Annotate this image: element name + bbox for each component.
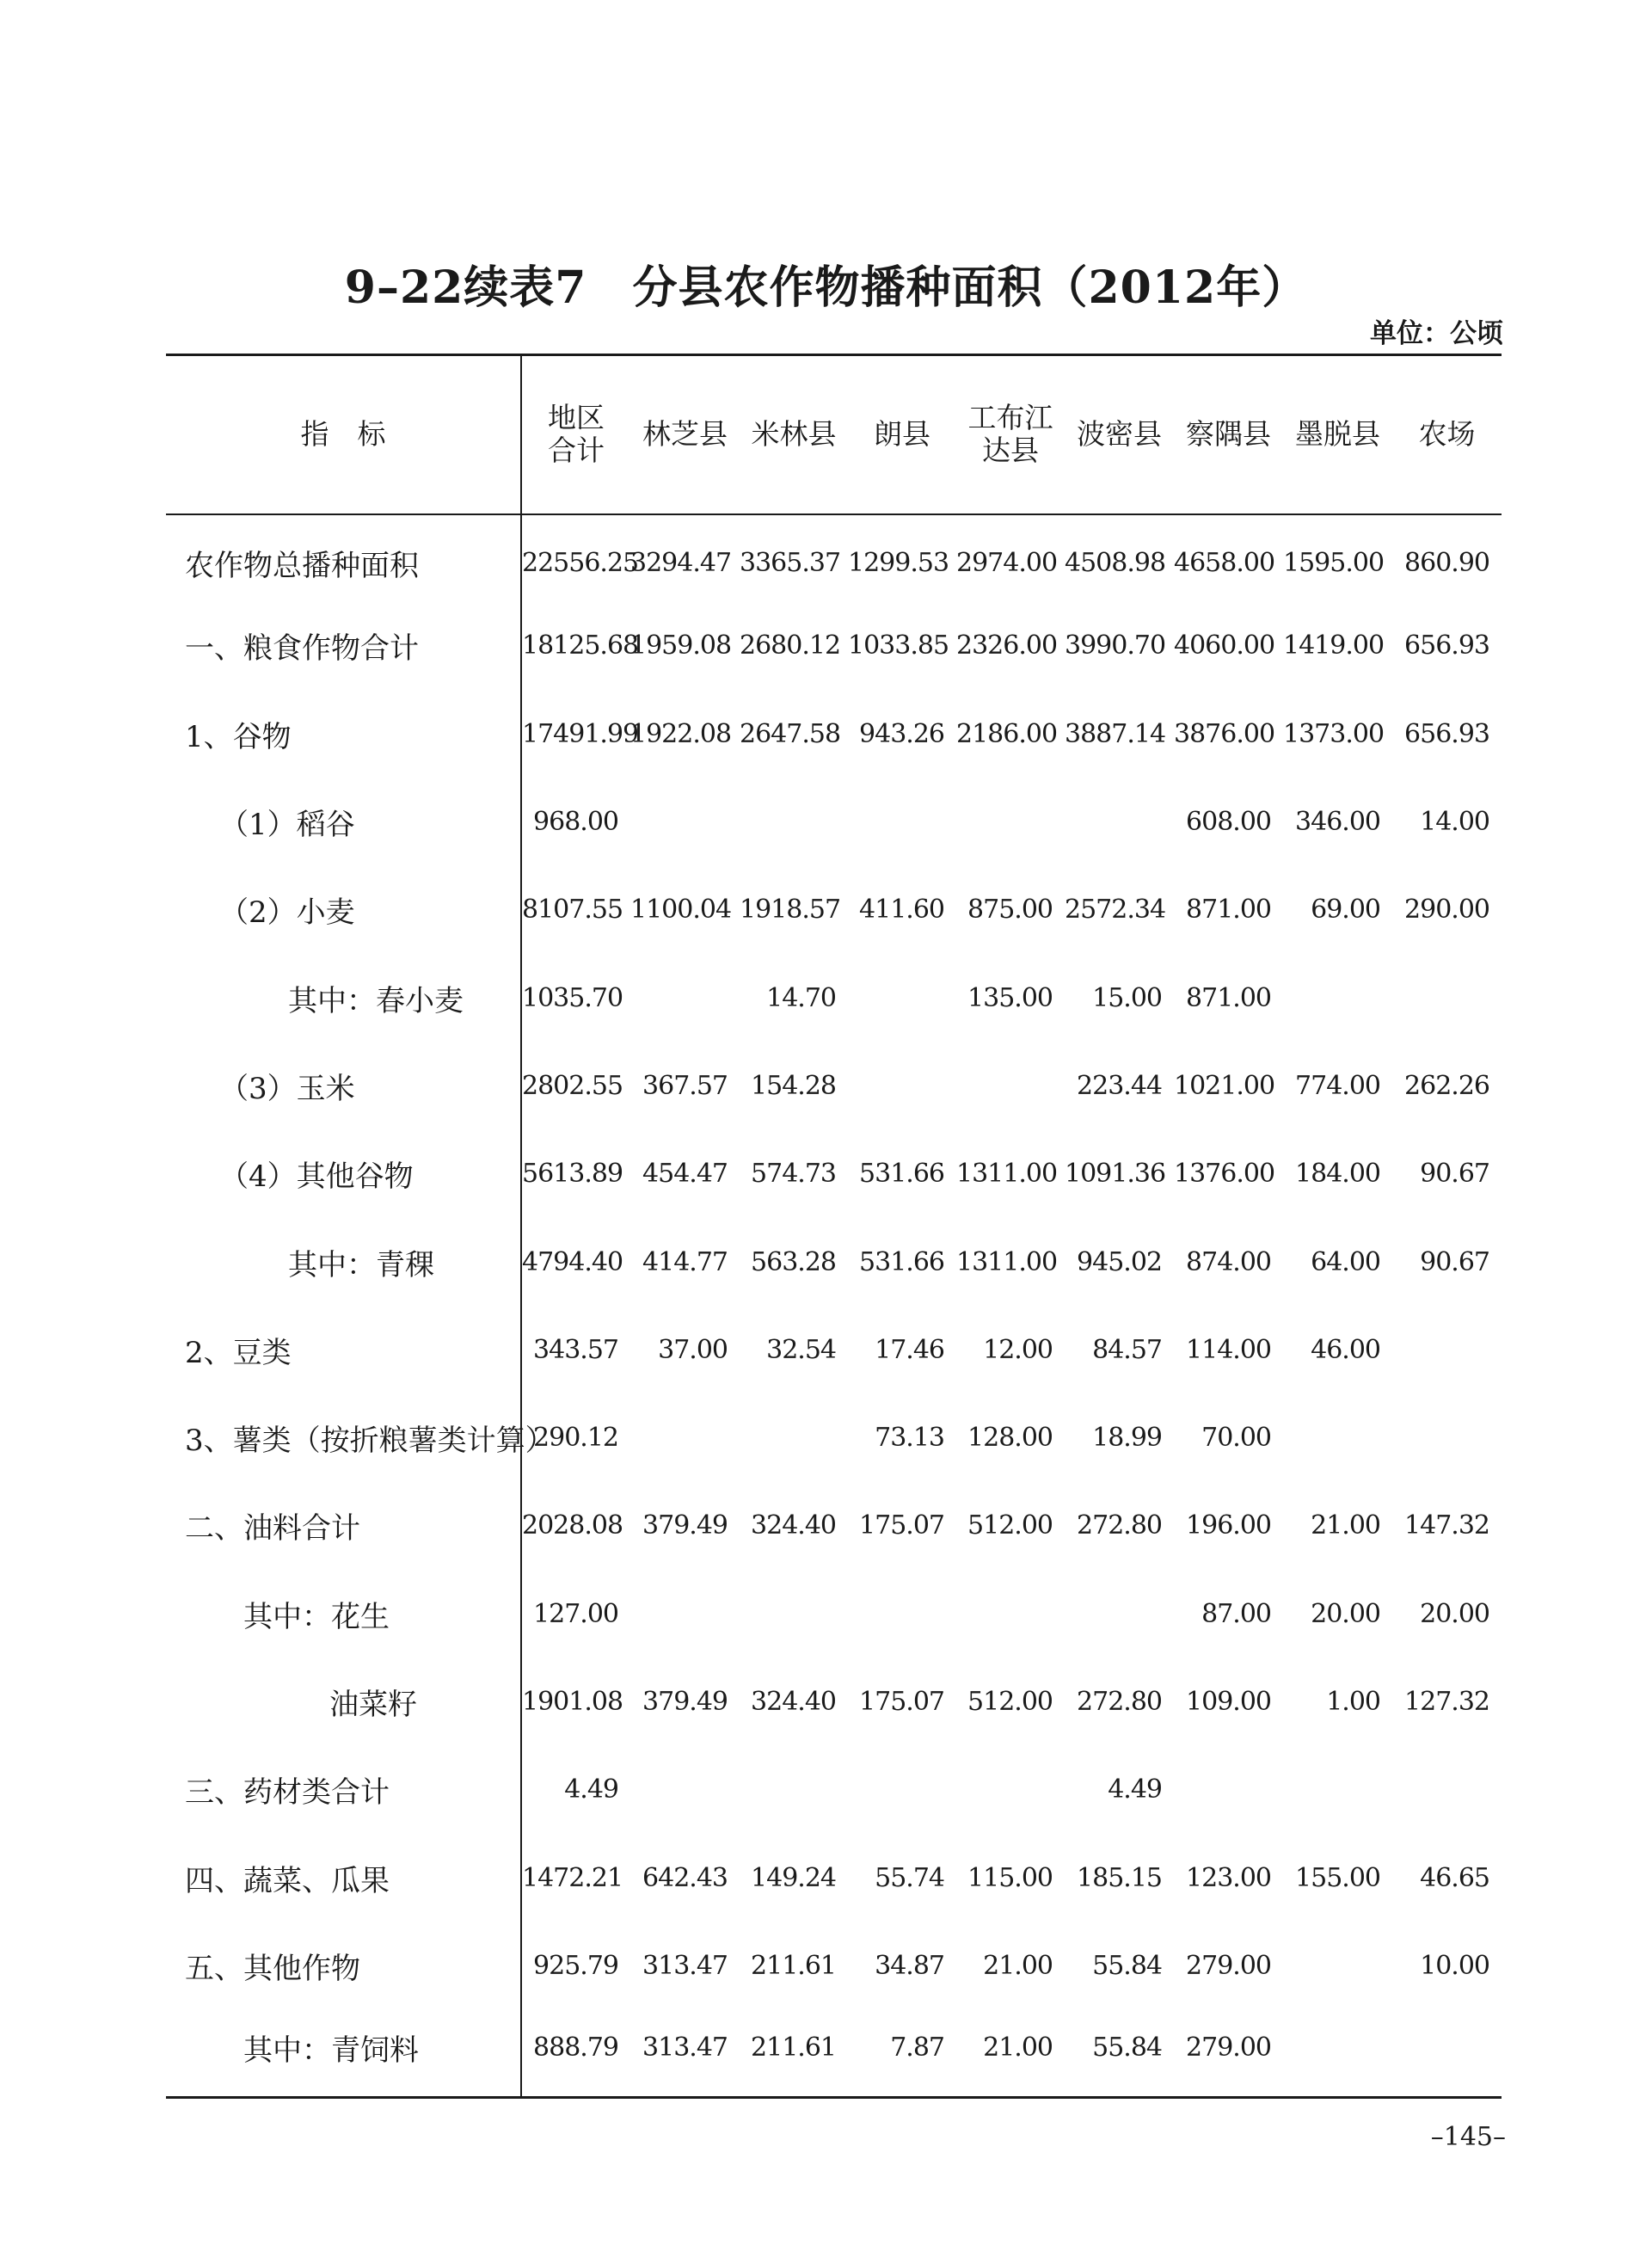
table-cell: 87.00: [1201, 1598, 1271, 1629]
table-cell: [956, 1042, 1065, 1129]
table-cell: 656.93: [1404, 630, 1489, 661]
table-cell: 279.00: [1186, 2033, 1271, 2063]
table-cell: 1595.00: [1283, 547, 1385, 578]
table-cell: 1033.85: [848, 630, 949, 661]
table-cell: 22556.25: [522, 547, 639, 578]
table-cell: [1392, 954, 1502, 1042]
table-row: [166, 1922, 1502, 2009]
table-cell: 875.00: [967, 895, 1053, 926]
table-cell: 656.93: [1404, 718, 1489, 749]
table-cell: 4794.40: [522, 1246, 623, 1277]
table-row: [166, 1306, 1502, 1393]
table-cell: 343.57: [533, 1334, 618, 1365]
table-row: [166, 1218, 1502, 1306]
table-cell: 379.49: [642, 1687, 728, 1717]
table-cell: 32.54: [766, 1334, 836, 1365]
table-body: [166, 514, 1502, 2098]
column-header-line: 达县: [982, 434, 1039, 468]
row-label: 农作物总播种面积: [166, 514, 521, 602]
table-cell: 154.28: [751, 1070, 836, 1101]
row-label: （3）玉米: [166, 1042, 521, 1129]
table-cell: 8107.55: [522, 895, 623, 926]
table-cell: 46.65: [1420, 1862, 1489, 1893]
table-cell: [1283, 1393, 1392, 1481]
table-cell: 12.00: [983, 1334, 1053, 1365]
table-cell: [1283, 954, 1392, 1042]
table-cell: 1299.53: [848, 547, 949, 578]
table-cell: 874.00: [1186, 1246, 1271, 1277]
table-cell: 2647.58: [740, 718, 841, 749]
table-cell: [630, 1570, 740, 1657]
table-cell: 196.00: [1186, 1510, 1271, 1541]
table-cell: [848, 1746, 956, 1834]
table-row: [166, 1834, 1502, 1922]
table-cell: 4060.00: [1174, 630, 1275, 661]
table-row: [166, 1657, 1502, 1745]
table-cell: 279.00: [1186, 1950, 1271, 1981]
table-cell: 2326.00: [956, 630, 1058, 661]
table-cell: 1419.00: [1283, 630, 1385, 661]
table-cell: 127.32: [1404, 1687, 1489, 1717]
table-cell: [1065, 778, 1174, 865]
table-cell: 175.07: [859, 1510, 944, 1541]
table-cell: 290.12: [533, 1423, 618, 1454]
table-cell: 46.00: [1311, 1334, 1380, 1365]
table-cell: 531.66: [859, 1159, 944, 1190]
table-cell: [1392, 1306, 1502, 1393]
table-cell: 3294.47: [630, 547, 732, 578]
table-row: [166, 1042, 1502, 1129]
table-row: [166, 954, 1502, 1042]
table-cell: 2802.55: [522, 1070, 623, 1101]
table-cell: 925.79: [533, 1950, 618, 1981]
table-cell: 1959.08: [630, 630, 732, 661]
table-cell: 1311.00: [956, 1246, 1058, 1277]
table-cell: 1091.36: [1065, 1159, 1166, 1190]
column-header: 米林县: [740, 355, 848, 514]
table-cell: 367.57: [642, 1070, 728, 1101]
table-cell: 84.57: [1092, 1334, 1162, 1365]
column-header-line: 工布江: [967, 401, 1053, 435]
table-cell: [1283, 2010, 1392, 2098]
table-cell: [740, 1570, 848, 1657]
table-cell: [1392, 2010, 1502, 2098]
table-cell: 324.40: [751, 1687, 836, 1717]
table-cell: 2186.00: [956, 718, 1058, 749]
table-cell: 574.73: [751, 1159, 836, 1190]
table-cell: 21.00: [983, 1950, 1053, 1981]
table-cell: [630, 1746, 740, 1834]
table-cell: 2572.34: [1065, 895, 1166, 926]
table-row: [166, 778, 1502, 865]
table-cell: [1065, 1570, 1174, 1657]
table-cell: [1283, 1746, 1392, 1834]
table-row: [166, 690, 1502, 778]
table-cell: 73.13: [875, 1423, 944, 1454]
row-label: 四、蔬菜、瓜果: [166, 1834, 521, 1922]
table-cell: 379.49: [642, 1510, 728, 1541]
table-cell: 21.00: [1311, 1510, 1380, 1541]
table-cell: [1392, 1393, 1502, 1481]
row-label: 1、谷物: [166, 690, 521, 778]
table-cell: [630, 778, 740, 865]
column-header-line: 地区: [548, 401, 605, 435]
table-cell: 313.47: [642, 1950, 728, 1981]
table-cell: 64.00: [1311, 1246, 1380, 1277]
table-cell: [956, 778, 1065, 865]
table-cell: 324.40: [751, 1510, 836, 1541]
column-header: [521, 355, 630, 514]
table-cell: 512.00: [967, 1687, 1053, 1717]
row-label: 三、药材类合计: [166, 1746, 521, 1834]
table-cell: 17.46: [875, 1334, 944, 1365]
table-cell: 127.00: [533, 1598, 618, 1629]
table-cell: 871.00: [1186, 982, 1271, 1013]
table-cell: 1311.00: [956, 1159, 1058, 1190]
table-cell: [848, 954, 956, 1042]
table-cell: 1922.08: [630, 718, 732, 749]
table-cell: [740, 1746, 848, 1834]
table-cell: 69.00: [1311, 895, 1380, 926]
table-cell: 2028.08: [522, 1510, 623, 1541]
table-cell: 4658.00: [1174, 547, 1275, 578]
table-cell: 968.00: [533, 807, 618, 838]
table-cell: 115.00: [967, 1862, 1053, 1893]
column-header-line: 合计: [548, 434, 605, 468]
table-cell: 4.49: [564, 1774, 618, 1805]
table-row: [166, 1746, 1502, 1834]
row-label: 油菜籽: [166, 1657, 521, 1745]
row-label: 其中：青稞: [166, 1218, 521, 1306]
table-cell: [630, 954, 740, 1042]
table-row: [166, 514, 1502, 602]
table-cell: [956, 1746, 1065, 1834]
column-header: 农场: [1392, 355, 1502, 514]
table-cell: 313.47: [642, 2033, 728, 2063]
table-cell: 4508.98: [1065, 547, 1166, 578]
row-label: 五、其他作物: [166, 1922, 521, 2009]
table-cell: 642.43: [642, 1862, 728, 1893]
table-cell: 414.77: [642, 1246, 728, 1277]
table-cell: 2974.00: [956, 547, 1058, 578]
table-cell: 128.00: [967, 1423, 1053, 1454]
table-cell: 1373.00: [1283, 718, 1385, 749]
table-cell: 185.15: [1077, 1862, 1162, 1893]
table-row: [166, 1393, 1502, 1481]
table-cell: 871.00: [1186, 895, 1271, 926]
column-header: 墨脱县: [1283, 355, 1392, 514]
table-cell: 184.00: [1295, 1159, 1380, 1190]
row-label: 其中：青饲料: [166, 2010, 521, 2098]
table-row: [166, 1482, 1502, 1570]
table-cell: 608.00: [1186, 807, 1271, 838]
table-cell: 90.67: [1420, 1159, 1489, 1190]
column-header: 朗县: [848, 355, 956, 514]
table-cell: [740, 1393, 848, 1481]
table-cell: 272.80: [1077, 1510, 1162, 1541]
table-cell: [630, 1393, 740, 1481]
table-cell: 2680.12: [740, 630, 841, 661]
table-cell: 3876.00: [1174, 718, 1275, 749]
table-cell: [740, 778, 848, 865]
table-cell: [848, 1042, 956, 1129]
row-label: 3、薯类（按折粮薯类计算）: [166, 1393, 521, 1481]
table-cell: 531.66: [859, 1246, 944, 1277]
table-cell: 20.00: [1420, 1598, 1489, 1629]
column-header: [956, 355, 1065, 514]
table-cell: 149.24: [751, 1862, 836, 1893]
table-cell: 4.49: [1108, 1774, 1162, 1805]
table-cell: 1918.57: [740, 895, 841, 926]
table-cell: 18125.68: [522, 630, 639, 661]
row-label: 其中：春小麦: [166, 954, 521, 1042]
row-label: 一、粮食作物合计: [166, 602, 521, 690]
table-cell: 55.74: [875, 1862, 944, 1893]
table-cell: 5613.89: [522, 1159, 623, 1190]
table-cell: 114.00: [1186, 1334, 1271, 1365]
table-cell: 10.00: [1420, 1950, 1489, 1981]
table-cell: 346.00: [1295, 807, 1380, 838]
row-label: 2、豆类: [166, 1306, 521, 1393]
table-cell: [1283, 1922, 1392, 2009]
page-number: –145–: [1430, 2122, 1506, 2152]
table-cell: 55.84: [1092, 1950, 1162, 1981]
table-cell: 7.87: [890, 2033, 944, 2063]
table-cell: 123.00: [1186, 1862, 1271, 1893]
table-cell: 14.70: [766, 982, 836, 1013]
table-cell: 411.60: [859, 895, 944, 926]
table-cell: 18.99: [1092, 1423, 1162, 1454]
table-cell: 454.47: [642, 1159, 728, 1190]
table-cell: 290.00: [1404, 895, 1489, 926]
table-cell: 1035.70: [522, 982, 623, 1013]
table-row: [166, 866, 1502, 954]
row-label: 其中：花生: [166, 1570, 521, 1657]
table-cell: 211.61: [751, 2033, 836, 2063]
table-cell: 1.00: [1326, 1687, 1380, 1717]
table-cell: 774.00: [1295, 1070, 1380, 1101]
table-cell: 55.84: [1092, 2033, 1162, 2063]
table-cell: 1100.04: [630, 895, 732, 926]
table-cell: [848, 1570, 956, 1657]
table-cell: 1021.00: [1174, 1070, 1275, 1101]
table-cell: 262.26: [1404, 1070, 1489, 1101]
column-header: 察隅县: [1174, 355, 1283, 514]
table-cell: 17491.99: [522, 718, 639, 749]
table-cell: 3887.14: [1065, 718, 1166, 749]
table-cell: 34.87: [875, 1950, 944, 1981]
table-cell: 3990.70: [1065, 630, 1166, 661]
table-cell: 1472.21: [522, 1862, 623, 1893]
table-cell: 945.02: [1077, 1246, 1162, 1277]
row-label: 二、油料合计: [166, 1482, 521, 1570]
table-cell: 109.00: [1186, 1687, 1271, 1717]
unit-label: 单位：公顷: [1370, 318, 1503, 349]
row-label: （2）小麦: [166, 866, 521, 954]
table-cell: 512.00: [967, 1510, 1053, 1541]
table-cell: 175.07: [859, 1687, 944, 1717]
table-cell: 563.28: [751, 1246, 836, 1277]
table-row: [166, 2010, 1502, 2098]
page-title: 9–22续表7 分县农作物播种面积（2012年）: [344, 261, 1308, 314]
data-table-container: [166, 354, 1502, 2099]
row-label: （1）稻谷: [166, 778, 521, 865]
row-label: （4）其他谷物: [166, 1130, 521, 1218]
table-row: [166, 602, 1502, 690]
table-cell: 147.32: [1404, 1510, 1489, 1541]
column-header: 林芝县: [630, 355, 740, 514]
column-header: 波密县: [1065, 355, 1174, 514]
header-row: [166, 355, 1502, 514]
table-cell: 15.00: [1092, 982, 1162, 1013]
table-cell: 3365.37: [740, 547, 841, 578]
table-cell: 1376.00: [1174, 1159, 1275, 1190]
table-cell: 14.00: [1420, 807, 1489, 838]
table-cell: 70.00: [1201, 1423, 1271, 1454]
table-cell: 860.90: [1404, 547, 1489, 578]
table-cell: 21.00: [983, 2033, 1053, 2063]
table-row: [166, 1570, 1502, 1657]
header-indicator: 指 标: [166, 355, 521, 514]
table-cell: 888.79: [533, 2033, 618, 2063]
table-cell: 272.80: [1077, 1687, 1162, 1717]
table-cell: 155.00: [1295, 1862, 1380, 1893]
table-cell: 1901.08: [522, 1687, 623, 1717]
table-cell: 135.00: [967, 982, 1053, 1013]
table-cell: 90.67: [1420, 1246, 1489, 1277]
table-row: [166, 1130, 1502, 1218]
table-cell: 37.00: [658, 1334, 728, 1365]
table-cell: [1174, 1746, 1283, 1834]
table-cell: 943.26: [859, 718, 944, 749]
table-header: [166, 355, 1502, 514]
table-cell: 223.44: [1077, 1070, 1162, 1101]
table-cell: 20.00: [1311, 1598, 1380, 1629]
table-cell: 211.61: [751, 1950, 836, 1981]
crop-area-table: [166, 354, 1502, 2099]
table-cell: [1392, 1746, 1502, 1834]
table-cell: [956, 1570, 1065, 1657]
table-cell: [848, 778, 956, 865]
